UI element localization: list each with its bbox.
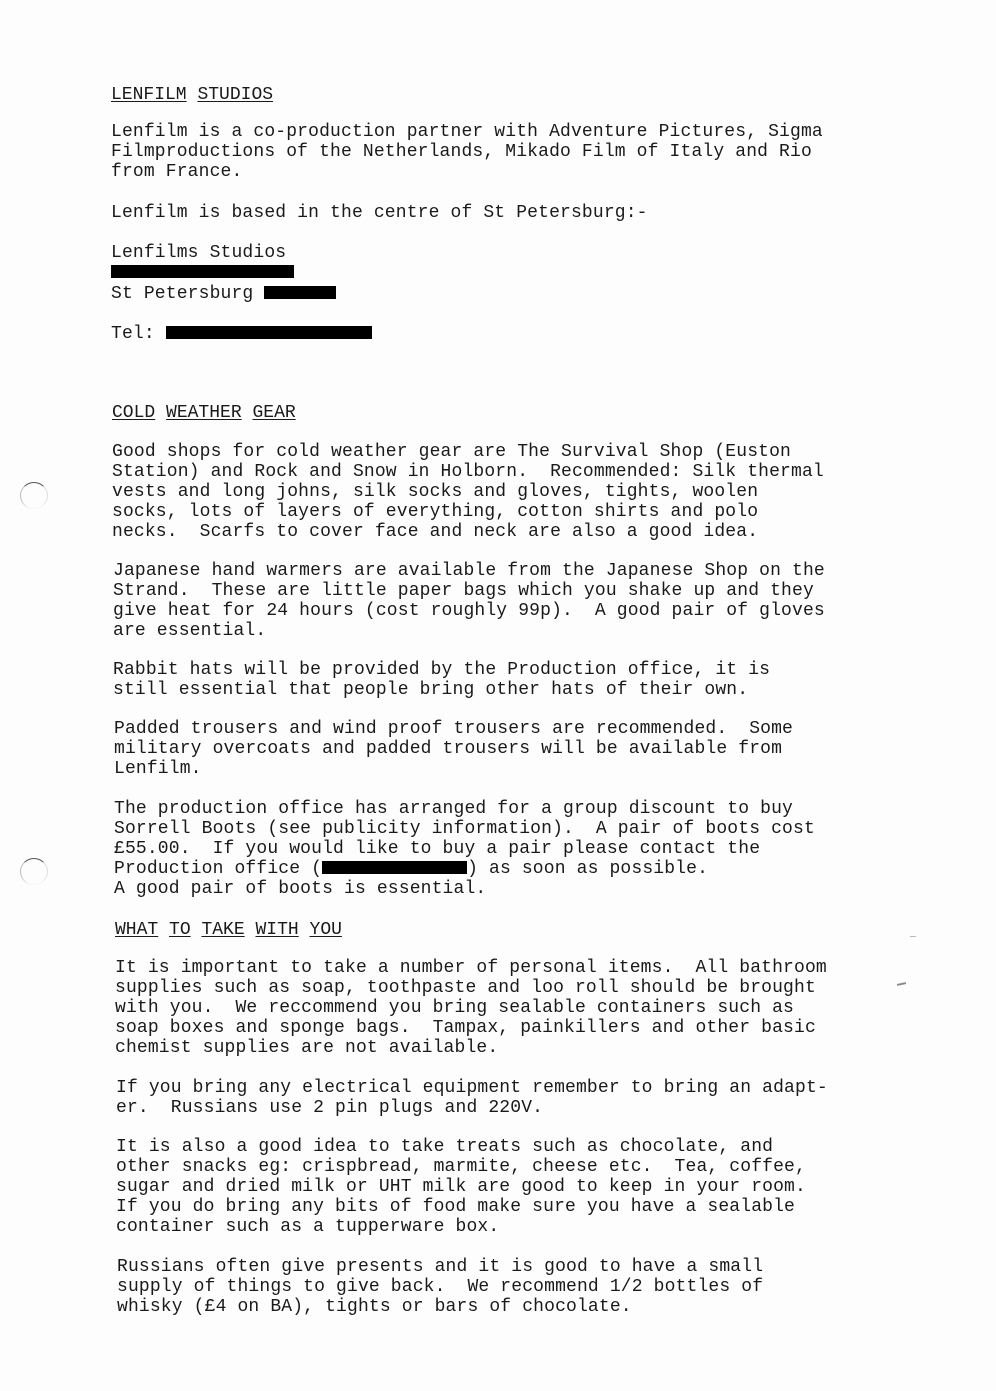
redaction-bar <box>166 326 372 339</box>
cold-weather-paragraph-5 <box>114 799 914 899</box>
what-to-take-paragraph-1: It is important to take a number of personal items. All bathroom supplies such as soap, toothpaste and loo roll should be brought with you. We reccommend you bring sealable containers such as soap boxes and sponge bags. Tampax, painkillers and other basic chemist supplies are not available. <box>115 958 827 1058</box>
what-to-take-paragraph-3: It is also a good idea to take treats such as chocolate, and other snacks eg: crispbread, marmite, cheese etc. Tea, coffee, sugar and dried milk or UHT milk are good to keep in your room. If you do bring any bits of food make sure you have a sealable container such as a tupperware box. <box>116 1137 806 1237</box>
punch-hole-lower <box>20 858 48 885</box>
heading-word: WEATHER <box>166 403 242 423</box>
what-to-take-paragraph-2: If you bring any electrical equipment remember to bring an adapt- er. Russians use 2 pin plugs and 220V. <box>116 1078 828 1118</box>
boots-text-part-1: The production office has arranged for a group discount to buy Sorrell Boots (see publicity information). A pair of boots cost £55.00. If you would like to buy a pair please contact the Production office ( <box>114 799 815 879</box>
what-to-take-heading <box>115 920 342 940</box>
redaction-bar <box>322 861 467 874</box>
heading-word: WITH <box>255 920 299 940</box>
lenfilm-based-paragraph: Lenfilm is based in the centre of St Petersburg:- <box>111 203 648 223</box>
lenfilm-intro-paragraph: Lenfilm is a co-production partner with Adventure Pictures, Sigma Filmproductions of the Netherlands, Mikado Film of Italy and Rio from France. <box>111 122 823 182</box>
punch-hole-upper <box>20 482 48 509</box>
cold-weather-paragraph-1: Good shops for cold weather gear are The Survival Shop (Euston Station) and Rock and Snow in Holborn. Recommended: Silk thermal vests and long johns, silk socks and gloves, tights, woolen socks, lots of layers of everything, cotton shirts and polo necks. Scarfs to cover face and neck are also a good idea. <box>112 442 824 542</box>
cold-weather-paragraph-2: Japanese hand warmers are available from the Japanese Shop on the Strand. These are little paper bags which you shake up and they give heat for 24 hours (cost roughly 99p). A good pair of gloves are essential. <box>113 561 825 641</box>
cold-weather-paragraph-3: Rabbit hats will be provided by the Production office, it is still essential that people bring other hats of their own. <box>113 660 771 700</box>
heading-word: YOU <box>309 920 342 940</box>
what-to-take-paragraph-4: Russians often give presents and it is good to have a small supply of things to give back. We recommend 1/2 bottles of whisky (£4 on BA), tights or bars of chocolate. <box>117 1257 764 1317</box>
heading-word: LENFILM <box>111 85 187 105</box>
tel-label: Tel: <box>111 324 155 344</box>
heading-word: STUDIOS <box>197 85 274 105</box>
heading-word: GEAR <box>252 403 296 423</box>
boots-text-part-2: ) as soon as possible. A good pair of boots is essential. <box>114 859 709 899</box>
heading-word: TO <box>169 920 191 940</box>
heading-word: COLD <box>112 403 156 423</box>
address-city: St Petersburg <box>111 284 254 304</box>
cold-weather-heading <box>112 403 296 423</box>
redaction-bar <box>264 286 336 299</box>
address-city-line <box>111 284 911 304</box>
lenfilm-heading <box>111 85 273 105</box>
address-redacted-line <box>111 263 911 283</box>
cold-weather-paragraph-4: Padded trousers and wind proof trousers are recommended. Some military overcoats and padded trousers will be available from Lenfilm. <box>114 719 794 779</box>
heading-word: TAKE <box>201 920 245 940</box>
address-name: Lenfilms Studios <box>111 243 287 263</box>
tel-line <box>111 324 911 344</box>
heading-word: WHAT <box>115 920 159 940</box>
redaction-bar <box>111 265 294 278</box>
scan-mark <box>910 936 916 937</box>
